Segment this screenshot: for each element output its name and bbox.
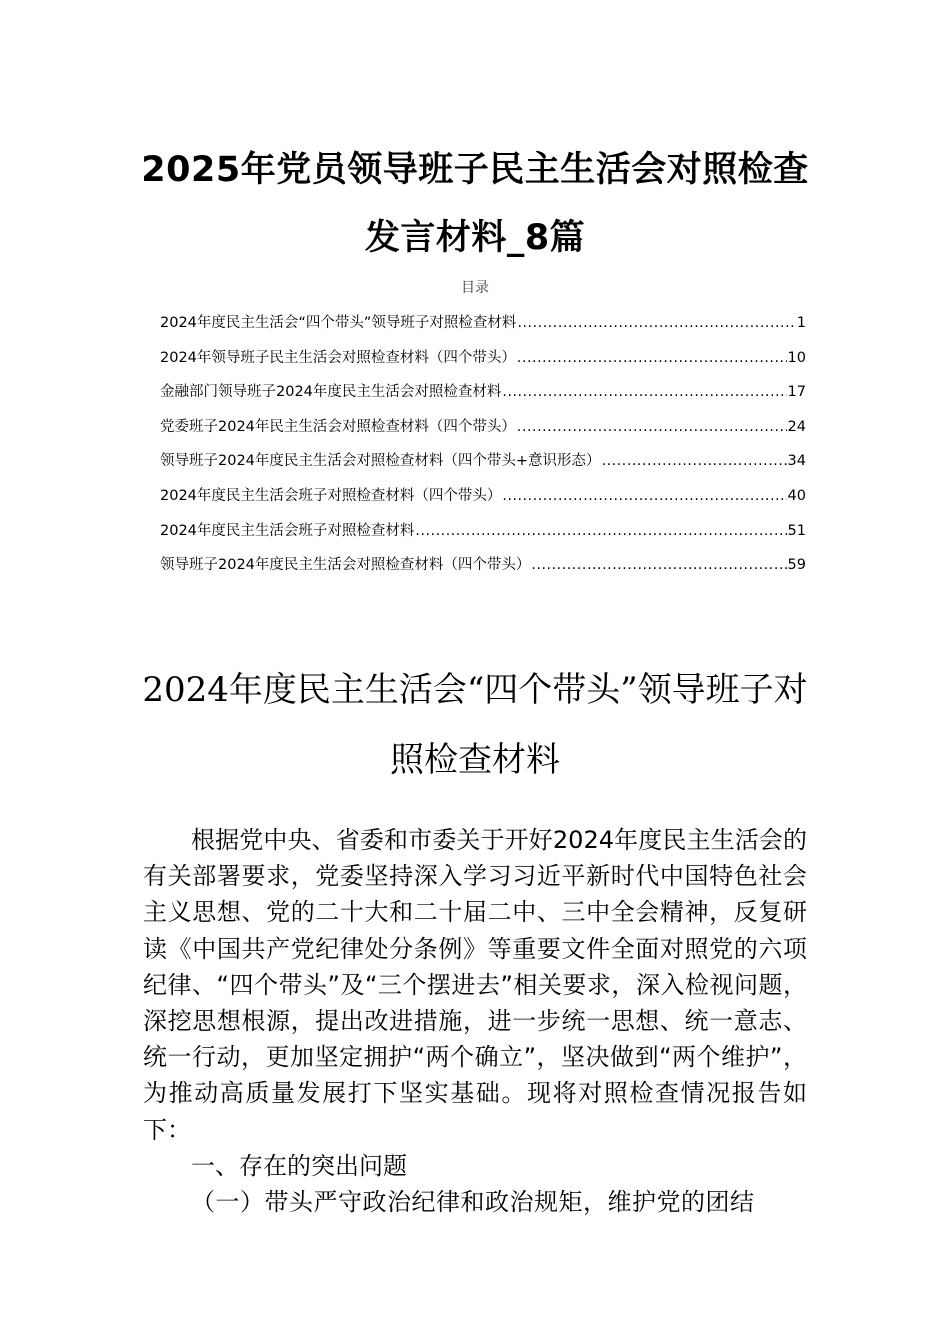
toc-dot-leader bbox=[415, 523, 786, 539]
toc-entry-page: 10 bbox=[787, 349, 806, 366]
body-paragraph: 根据党中央、省委和市委关于开好2024年度民主生活会的有关部署要求，党委坚持深入学习习近平新时代中国特色社会主义思想、党的二十大和二十届二中、三中全会精神，反复研读《中国共产党纪律处分条例》等重要文件全面对照党的六项纪律、“四个带头”及“三个摆进去”相关要求，深入检视问题，深挖思想根源，提出改进措施，进一步统一思想、统一意志、统一行动，更加坚定拥护“两个确立”，坚决做到“两个维护”，为推动高质量发展打下坚实基础。现将对照检查情况报告如下： bbox=[143, 826, 807, 1144]
toc-entry-page: 17 bbox=[787, 384, 806, 401]
toc-entry-title: 2024年度民主生活会班子对照检查材料 bbox=[160, 522, 415, 539]
toc-entry-page: 59 bbox=[787, 557, 806, 574]
toc-entry-page: 40 bbox=[787, 487, 806, 504]
toc-dot-leader bbox=[517, 315, 795, 331]
toc-entry[interactable] bbox=[160, 415, 806, 450]
toc-entry[interactable] bbox=[160, 311, 806, 346]
toc-entry[interactable] bbox=[160, 553, 806, 588]
toc-dot-leader bbox=[502, 384, 786, 400]
toc-entry[interactable] bbox=[160, 380, 806, 415]
table-of-contents bbox=[160, 311, 806, 588]
document-body bbox=[143, 822, 807, 1220]
toc-entry-page: 24 bbox=[787, 418, 806, 435]
section-heading: 一、存在的突出问题 bbox=[191, 1151, 407, 1180]
toc-dot-leader bbox=[602, 453, 787, 469]
toc-entry[interactable] bbox=[160, 346, 806, 381]
toc-entry-title: 领导班子2024年度民主生活会对照检查材料（四个带头+意识形态） bbox=[160, 453, 601, 470]
toc-entry[interactable] bbox=[160, 484, 806, 519]
toc-entry-page: 34 bbox=[787, 453, 806, 470]
main-title: 2025年党员领导班子民主生活会对照检查发言材料_8篇 bbox=[141, 150, 809, 258]
toc-entry-title: 2024年度民主生活会班子对照检查材料（四个带头） bbox=[160, 487, 502, 504]
toc-entry-title: 金融部门领导班子2024年度民主生活会对照检查材料 bbox=[160, 384, 502, 401]
toc-entry-title: 党委班子2024年民主生活会对照检查材料（四个带头） bbox=[160, 418, 516, 435]
toc-entry-title: 2024年领导班子民主生活会对照检查材料（四个带头） bbox=[160, 349, 516, 366]
toc-entry[interactable] bbox=[160, 449, 806, 484]
toc-entry-title: 领导班子2024年度民主生活会对照检查材料（四个带头） bbox=[160, 557, 531, 574]
document-title: 2024年度民主生活会“四个带头”领导班子对照检查材料 bbox=[142, 670, 808, 780]
subsection-heading: （一）带头严守政治纪律和政治规矩，维护党的团结 bbox=[191, 1188, 755, 1217]
toc-dot-leader bbox=[517, 419, 787, 435]
toc-dot-leader bbox=[531, 557, 786, 573]
toc-dot-leader bbox=[502, 488, 786, 504]
toc-heading: 目录 bbox=[461, 280, 489, 296]
toc-entry-title: 2024年度民主生活会“四个带头”领导班子对照检查材料 bbox=[160, 315, 517, 331]
toc-entry[interactable] bbox=[160, 519, 806, 554]
toc-dot-leader bbox=[517, 350, 787, 366]
toc-entry-page: 51 bbox=[787, 522, 806, 539]
toc-entry-page: 1 bbox=[796, 315, 806, 331]
